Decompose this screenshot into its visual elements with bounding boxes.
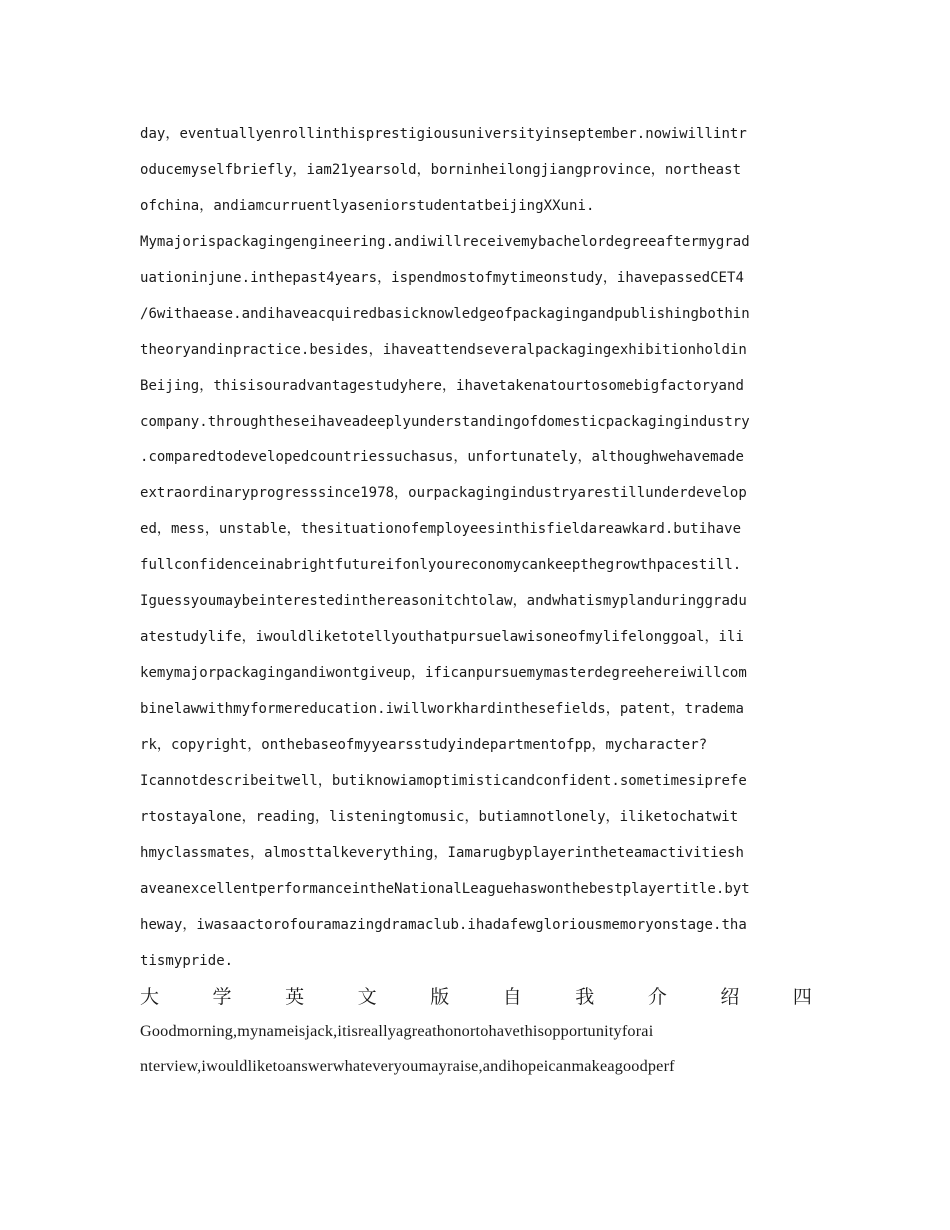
text-line: binelawwithmyformereducation.iwillworkhardinthesefields，patent，tradema — [140, 701, 744, 717]
text-line: rtostayalone，reading，listeningtomusic，butiamnotlonely，iliketochatwit — [140, 808, 739, 825]
text-line: rk，copyright，onthebaseofmyyearsstudyindepartmentofpp，mycharacter? — [140, 736, 708, 753]
heading-char: 四 — [792, 985, 812, 1008]
document-page — [140, 117, 812, 1085]
heading-char: 绍 — [720, 985, 740, 1008]
text-line: /6withaease.andihaveacquiredbasicknowledgeofpackagingandpublishingbothin — [140, 305, 750, 322]
text-line: oducemyselfbriefly，iam21yearsold，borninheilongjiangprovince，northeast — [140, 161, 742, 178]
text-line: nterview,iwouldliketoanswerwhateveryoumayraise,andihopeicanmakeagoodperf — [140, 1057, 675, 1076]
text-line: Icannotdescribeitwell，butiknowiamoptimisticandconfident.sometimesiprefe — [140, 772, 747, 789]
text-line: .comparedtodevelopedcountriessuchasus，unfortunately，althoughwehavemade — [140, 449, 744, 466]
text-line: fullconfidenceinabrightfutureifonlyoureconomycankeepthegrowthpacestill. — [140, 557, 742, 574]
heading-char: 学 — [212, 985, 232, 1008]
text-line: hmyclassmates，almosttalkeverything，Iamarugbyplayerintheteamactivitiesh — [140, 844, 744, 861]
text-line: ed，mess，unstable，thesituationofemployeesinthisfieldareawkard.butihave — [140, 521, 742, 538]
heading-char: 版 — [430, 985, 450, 1008]
closing-text — [140, 1014, 812, 1085]
text-line: heway，iwasaactorofouramazingdramaclub.ihadafewgloriousmemoryonstage.tha — [140, 916, 747, 933]
text-line: uationinjune.inthepast4years，ispendmostofmytimeonstudy，ihavepassedCET4 — [140, 269, 744, 286]
text-line: aveanexcellentperformanceintheNationalLeaguehaswonthebestplayertitle.byt — [140, 880, 750, 897]
text-line: day，eventuallyenrollinthisprestigiousuniversityinseptember.nowiwillintr — [140, 126, 747, 142]
text-line: ofchina，andiamcurruentlyaseniorstudentatbeijingXXuni. — [140, 197, 595, 214]
body-text — [140, 117, 812, 980]
text-line: kemymajorpackagingandiwontgiveup，ificanpursuemymasterdegreehereiwillcom — [140, 665, 747, 682]
text-line: Mymajorispackagingengineering.andiwillreceivemybachelordegreeaftermygrad — [140, 233, 750, 250]
text-line: Iguessyoumaybeinterestedinthereasonitchtolaw，andwhatismyplanduringgradu — [140, 593, 747, 610]
text-line: theoryandinpractice.besides，ihaveattendseveralpackagingexhibitionholdin — [140, 341, 747, 358]
text-line: atestudylife，iwouldliketotellyouthatpursuelawisoneofmylifelonggoal，ili — [140, 629, 744, 646]
heading-char: 介 — [647, 985, 667, 1008]
heading-char: 我 — [575, 985, 595, 1008]
heading-char: 英 — [285, 985, 305, 1008]
heading-char: 文 — [357, 985, 377, 1008]
heading-char: 大 — [140, 985, 160, 1008]
text-line: Beijing，thisisouradvantagestudyhere，ihavetakenatourtosomebigfactoryand — [140, 377, 744, 394]
heading-char: 自 — [502, 985, 522, 1008]
text-line: Goodmorning,mynameisjack,itisreallyagreathonortohavethisopportunityforai — [140, 1021, 654, 1040]
text-line: tismypride. — [140, 952, 234, 969]
text-line: extraordinaryprogresssince1978，ourpackagingindustryarestillunderdevelop — [140, 485, 747, 502]
text-line: company.throughtheseihaveadeeplyunderstandingofdomesticpackagingindustry — [140, 413, 750, 430]
section-heading — [140, 980, 812, 1014]
